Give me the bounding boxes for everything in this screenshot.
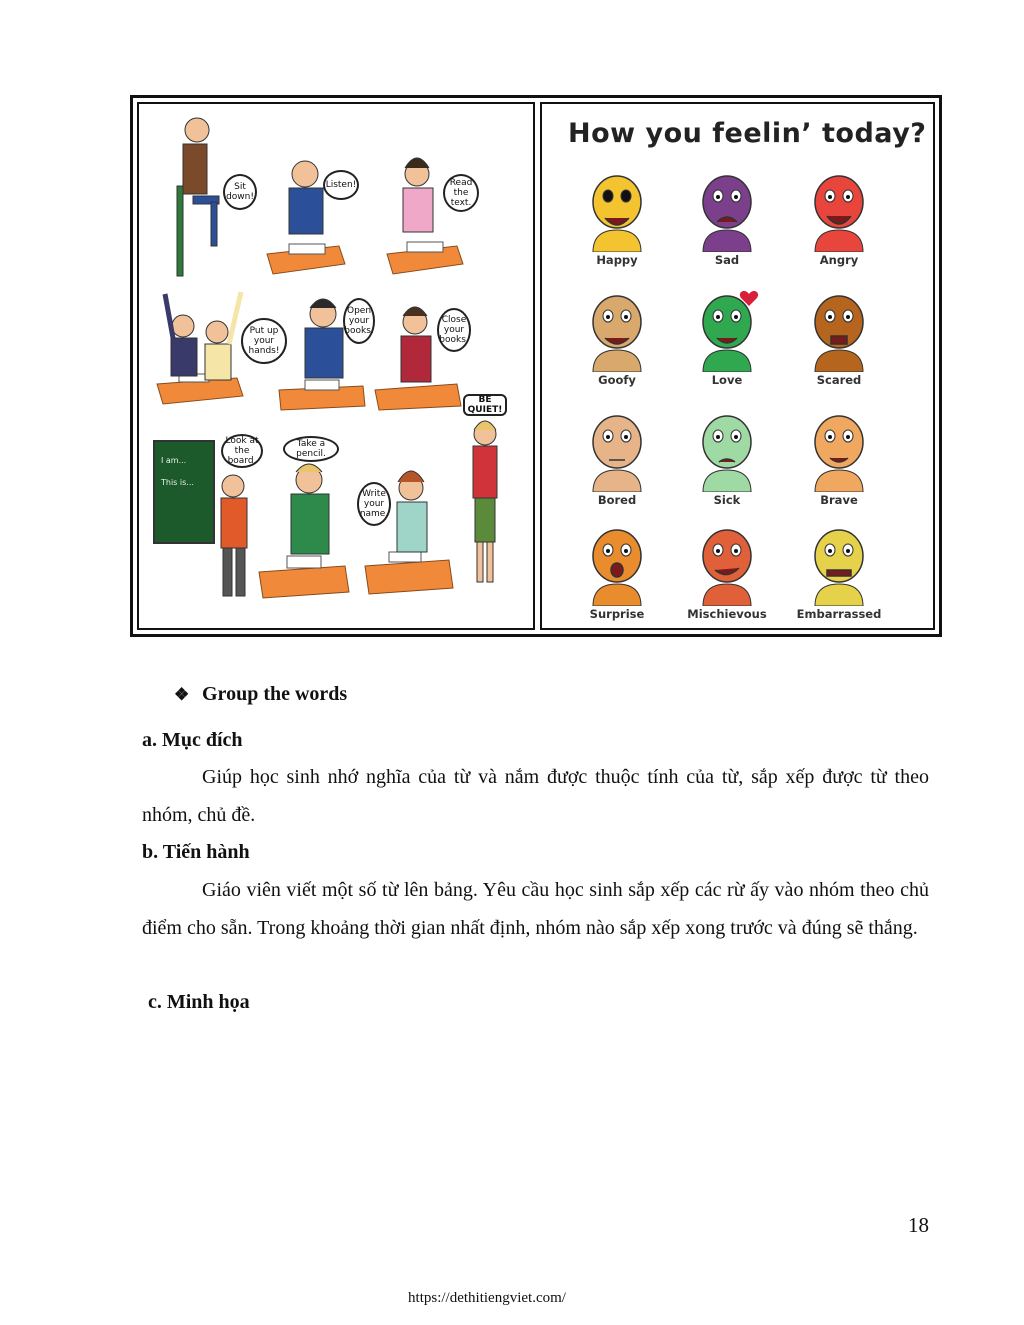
feeling-label: Sick	[713, 493, 741, 507]
speech-bubble-read-text: Read the text.	[443, 174, 479, 212]
feeling-label: Angry	[819, 253, 859, 267]
feeling-item	[562, 284, 672, 387]
feeling-item	[672, 284, 782, 387]
feeling-item	[562, 404, 672, 507]
feeling-label: Embarrassed	[796, 607, 882, 621]
feeling-label: Love	[711, 373, 743, 387]
speech-bubble-be-quiet: BE QUIET!	[463, 394, 507, 416]
feeling-label: Goofy	[598, 373, 636, 387]
purpose-paragraph: Giúp học sinh nhớ nghĩa của từ và nắm được thuộc tính của từ, sắp xếp được từ theo nhóm, chủ đề.	[142, 766, 929, 826]
feeling-item	[562, 518, 672, 621]
bored-face-icon	[577, 404, 657, 492]
love-face-icon	[687, 284, 767, 372]
feeling-item	[672, 518, 782, 621]
speech-bubble-look-board: Look at the board.	[221, 434, 263, 468]
surprise-face-icon	[577, 518, 657, 606]
feeling-label: Mischievous	[687, 607, 767, 621]
chalkboard-line-1: I am...	[161, 456, 187, 465]
speech-bubble-close-books: Close your books.	[437, 308, 471, 352]
page-number: 18	[908, 1213, 929, 1237]
feeling-item	[784, 164, 894, 267]
feeling-label: Bored	[597, 493, 637, 507]
scared-face-icon	[799, 284, 879, 372]
procedure-heading: b. Tiến hành	[142, 841, 250, 863]
feeling-label: Happy	[596, 253, 638, 267]
embarrassed-face-icon	[799, 518, 879, 606]
angry-face-icon	[799, 164, 879, 252]
feelings-title: How you feelin’ today?	[568, 118, 927, 149]
brave-face-icon	[799, 404, 879, 492]
feeling-item	[784, 284, 894, 387]
feeling-label: Surprise	[589, 607, 645, 621]
feeling-item	[562, 164, 672, 267]
illustration-figure	[130, 95, 942, 637]
chalkboard-line-2: This is...	[161, 478, 194, 487]
diamond-bullet-icon: ❖	[174, 685, 190, 704]
section-heading	[174, 683, 347, 706]
chalkboard	[153, 440, 215, 544]
purpose-heading: a. Mục đích	[142, 729, 243, 751]
speech-bubble-put-up-hands: Put up your hands!	[241, 318, 287, 364]
goofy-face-icon	[577, 284, 657, 372]
speech-bubble-sit-down: Sit down!	[223, 174, 257, 210]
feeling-item	[672, 164, 782, 267]
classroom-commands-panel	[137, 102, 535, 630]
sad-face-icon	[687, 164, 767, 252]
feeling-item	[672, 404, 782, 507]
sick-face-icon	[687, 404, 767, 492]
feeling-item	[784, 404, 894, 507]
speech-bubble-write-name: Write your name.	[357, 482, 391, 526]
footer-url: https://dethitiengviet.com/	[408, 1290, 566, 1306]
illustration-heading: c. Minh họa	[148, 991, 250, 1013]
feeling-label: Scared	[816, 373, 862, 387]
happy-face-icon	[577, 164, 657, 252]
feeling-label: Brave	[820, 493, 858, 507]
mischievous-face-icon	[687, 518, 767, 606]
feeling-label: Sad	[714, 253, 740, 267]
section-heading-text: Group the words	[202, 683, 348, 705]
procedure-paragraph: Giáo viên viết một số từ lên bảng. Yêu cầu học sinh sắp xếp các rừ ấy vào nhóm theo chủ điểm cho sẵn. Trong khoảng thời gian nhất định, nhóm nào sắp xếp xong trước và đúng sẽ thắng.	[142, 879, 929, 939]
speech-bubble-open-books: Open your books.	[343, 298, 375, 344]
speech-bubble-listen: Listen!	[323, 170, 359, 200]
feelings-panel	[540, 102, 935, 630]
feeling-item	[784, 518, 894, 621]
speech-bubble-take-pencil: Take a pencil.	[283, 436, 339, 462]
